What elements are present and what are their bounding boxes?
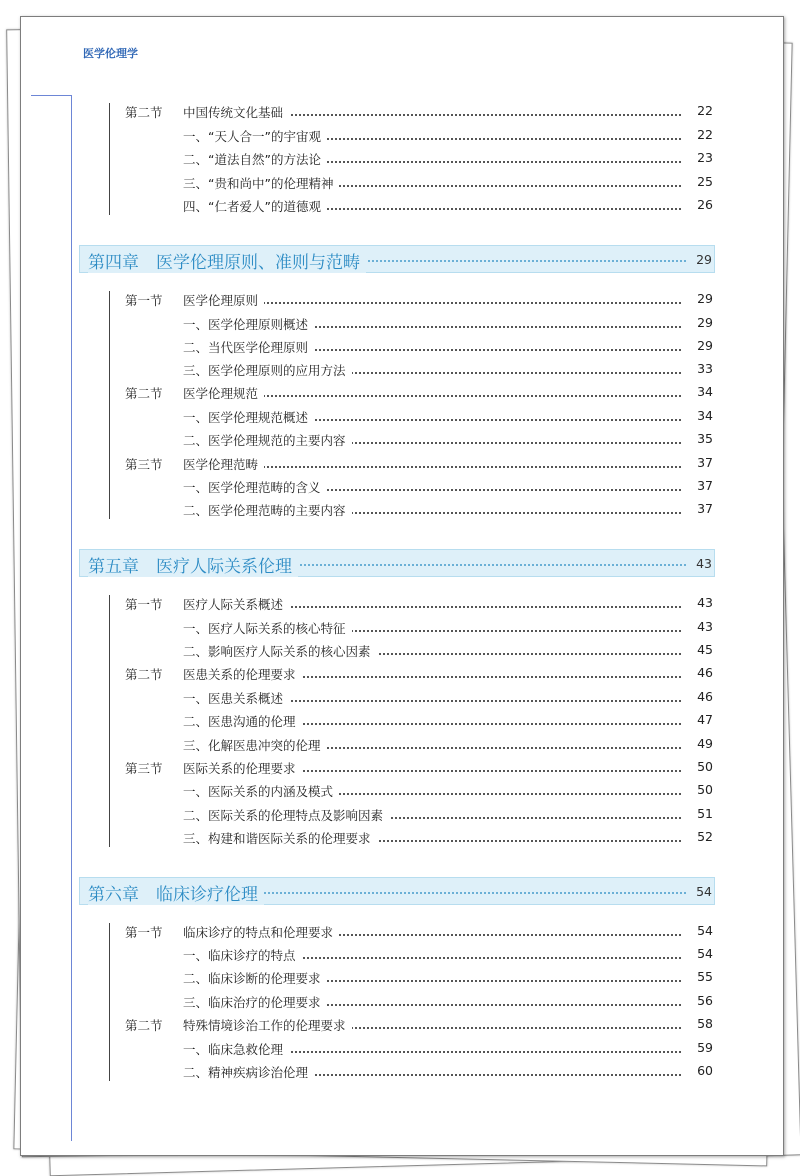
toc-section-entry[interactable] (21, 663, 783, 683)
page-number: 37 (685, 501, 713, 516)
toc-item-entry[interactable] (21, 687, 783, 707)
margin-rule-cap (31, 95, 71, 96)
toc-item-entry[interactable] (21, 1038, 783, 1058)
item-title: 一、临床诊疗的特点 (183, 946, 302, 964)
running-header: 医学伦理学 (83, 47, 138, 60)
toc-item-entry[interactable] (21, 429, 783, 449)
toc-item-entry[interactable] (21, 336, 783, 356)
toc-section-entry[interactable] (21, 289, 783, 309)
item-title: 四、“仁者爱人”的道德观 (183, 197, 327, 215)
page-number: 35 (685, 431, 713, 446)
item-title: 三、化解医患冲突的伦理 (183, 736, 327, 754)
group-bracket-line (109, 923, 110, 1081)
page-number: 46 (685, 665, 713, 680)
toc-item-entry[interactable] (21, 313, 783, 333)
page-number: 29 (685, 315, 713, 330)
toc-item-entry[interactable] (21, 1061, 783, 1081)
page-number: 50 (685, 759, 713, 774)
page-number: 45 (685, 642, 713, 657)
page-number: 43 (685, 619, 713, 634)
toc-item-entry[interactable] (21, 125, 783, 145)
toc-item-entry[interactable] (21, 148, 783, 168)
item-title: 二、当代医学伦理原则 (183, 338, 314, 356)
section-title: 医患关系的伦理要求 (183, 665, 302, 683)
item-title: 一、医患关系概述 (183, 689, 289, 707)
toc-item-entry[interactable] (21, 710, 783, 730)
toc-section-entry[interactable] (21, 382, 783, 402)
section-number: 第三节 (125, 761, 163, 776)
chapter-title: 第四章 医学伦理原则、准则与范畴 (88, 248, 366, 273)
page-number: 54 (685, 923, 713, 938)
page-number: 29 (685, 291, 713, 306)
page-number: 51 (685, 806, 713, 821)
chapter-heading[interactable] (79, 877, 715, 905)
item-title: 一、临床急救伦理 (183, 1040, 289, 1058)
section-title: 医学伦理原则 (183, 291, 264, 309)
page-number: 34 (685, 408, 713, 423)
toc-item-entry[interactable] (21, 476, 783, 496)
page-number: 37 (685, 478, 713, 493)
page-number: 34 (685, 384, 713, 399)
page-number: 50 (685, 782, 713, 797)
section-title: 医际关系的伦理要求 (183, 759, 302, 777)
section-number: 第一节 (125, 925, 163, 940)
section-number: 第二节 (125, 667, 163, 682)
item-title: 二、临床诊断的伦理要求 (183, 969, 327, 987)
page-number: 43 (685, 595, 713, 610)
section-number: 第二节 (125, 105, 163, 120)
page-number: 49 (685, 736, 713, 751)
page-number: 29 (693, 252, 712, 267)
page-number: 60 (685, 1063, 713, 1078)
page-number: 47 (685, 712, 713, 727)
toc-section-entry[interactable] (21, 921, 783, 941)
page-number: 54 (693, 884, 712, 899)
toc-item-entry[interactable] (21, 967, 783, 987)
toc-item-entry[interactable] (21, 617, 783, 637)
toc-section-entry[interactable] (21, 1014, 783, 1034)
group-bracket-line (109, 595, 110, 847)
toc-item-entry[interactable] (21, 359, 783, 379)
toc-section-entry[interactable] (21, 101, 783, 121)
item-title: 一、医学伦理原则概述 (183, 315, 314, 333)
chapter-title: 第六章 临床诊疗伦理 (88, 880, 264, 905)
page-number: 33 (685, 361, 713, 376)
item-title: 二、医学伦理范畴的主要内容 (183, 501, 352, 519)
toc-item-entry[interactable] (21, 172, 783, 192)
toc-item-entry[interactable] (21, 406, 783, 426)
item-title: 二、精神疾病诊治伦理 (183, 1063, 314, 1081)
item-title: 二、“道法自然”的方法论 (183, 150, 327, 168)
item-title: 三、医学伦理原则的应用方法 (183, 361, 352, 379)
toc-item-entry[interactable] (21, 734, 783, 754)
chapter-heading[interactable] (79, 245, 715, 273)
page-number: 55 (685, 969, 713, 984)
item-title: 一、医学伦理范畴的含义 (183, 478, 327, 496)
item-title: 一、医学伦理规范概述 (183, 408, 314, 426)
toc-item-entry[interactable] (21, 499, 783, 519)
section-title: 医学伦理范畴 (183, 455, 264, 473)
page-number: 52 (685, 829, 713, 844)
toc-section-entry[interactable] (21, 453, 783, 473)
chapter-title: 第五章 医疗人际关系伦理 (88, 552, 298, 577)
toc-section-entry[interactable] (21, 593, 783, 613)
item-title: 二、医患沟通的伦理 (183, 712, 302, 730)
toc-item-entry[interactable] (21, 195, 783, 215)
toc-item-entry[interactable] (21, 804, 783, 824)
item-title: 三、“贵和尚中”的伦理精神 (183, 174, 339, 192)
page-number: 58 (685, 1016, 713, 1031)
item-title: 二、医学伦理规范的主要内容 (183, 431, 352, 449)
page-number: 23 (685, 150, 713, 165)
toc-item-entry[interactable] (21, 827, 783, 847)
section-title: 中国传统文化基础 (183, 103, 289, 121)
page-number: 59 (685, 1040, 713, 1055)
page-number: 37 (685, 455, 713, 470)
item-title: 二、影响医疗人际关系的核心因素 (183, 642, 377, 660)
item-title: 一、“天人合一”的宇宙观 (183, 127, 327, 145)
group-bracket-line (109, 291, 110, 519)
toc-item-entry[interactable] (21, 640, 783, 660)
item-title: 二、医际关系的伦理特点及影响因素 (183, 806, 389, 824)
section-title: 医学伦理规范 (183, 384, 264, 402)
section-number: 第一节 (125, 597, 163, 612)
toc-item-entry[interactable] (21, 944, 783, 964)
toc-item-entry[interactable] (21, 991, 783, 1011)
item-title: 一、医疗人际关系的核心特征 (183, 619, 352, 637)
section-title: 特殊情境诊治工作的伦理要求 (183, 1016, 352, 1034)
page-number: 56 (685, 993, 713, 1008)
page-number: 46 (685, 689, 713, 704)
group-bracket-line (109, 103, 110, 215)
toc-page (20, 16, 784, 1156)
page-number: 25 (685, 174, 713, 189)
chapter-heading[interactable] (79, 549, 715, 577)
section-number: 第二节 (125, 386, 163, 401)
item-title: 三、构建和谐医际关系的伦理要求 (183, 829, 377, 847)
section-title: 医疗人际关系概述 (183, 595, 289, 613)
page-number: 43 (693, 556, 712, 571)
page-number: 54 (685, 946, 713, 961)
page-number: 29 (685, 338, 713, 353)
section-number: 第三节 (125, 457, 163, 472)
page-number: 22 (685, 127, 713, 142)
page-number: 26 (685, 197, 713, 212)
section-number: 第一节 (125, 293, 163, 308)
section-number: 第二节 (125, 1018, 163, 1033)
item-title: 三、临床治疗的伦理要求 (183, 993, 327, 1011)
toc-section-entry[interactable] (21, 757, 783, 777)
item-title: 一、医际关系的内涵及模式 (183, 782, 339, 800)
toc-item-entry[interactable] (21, 780, 783, 800)
page-number: 22 (685, 103, 713, 118)
section-title: 临床诊疗的特点和伦理要求 (183, 923, 339, 941)
